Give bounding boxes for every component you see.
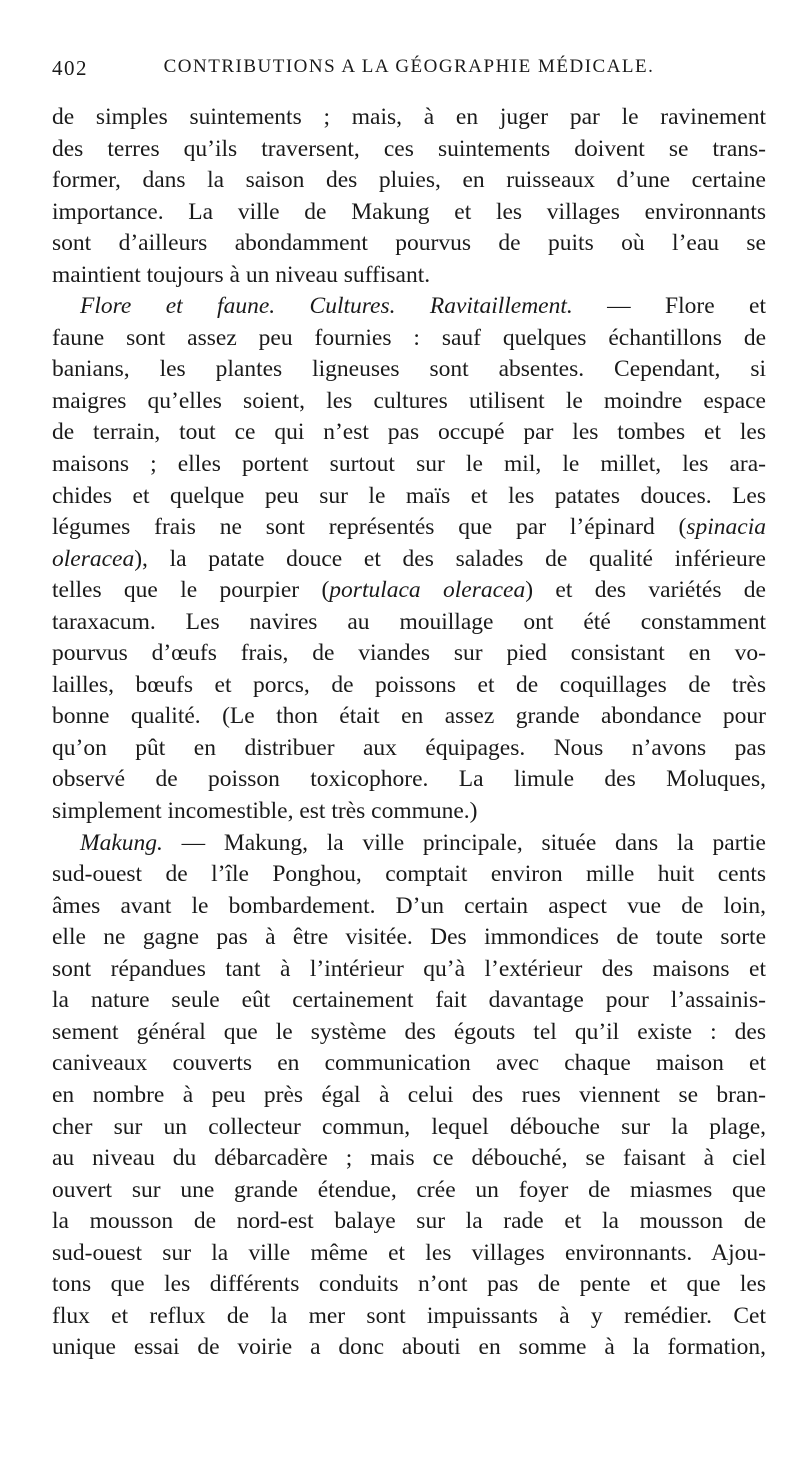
text-segment: sont d’ailleurs abondamment pourvus de puits où l’eau se: [52, 230, 766, 257]
running-title: CONTRIBUTIONS A LA GÉOGRAPHIE MÉDICALE.: [163, 56, 655, 77]
text-line: [52, 607, 766, 639]
page-number: 402: [52, 56, 88, 80]
text-line: [52, 859, 766, 891]
text-segment: lailles, bœufs et porcs, de poissons et de coquillages de très: [52, 671, 766, 698]
text-segment: flux et reflux de la mer sont impuissants à y remédier. Cet: [52, 1302, 766, 1329]
text-segment: des terres qu’ils traversent, ces suintements doivent se trans-: [52, 135, 766, 162]
text-segment: unique essai de voirie a donc abouti en somme à la formation,: [52, 1334, 766, 1361]
text-segment: pourvus d’œufs frais, de viandes sur pied consistant en vo-: [52, 640, 766, 667]
text-segment: de simples suintements ; mais, à en juger par le ravinement: [52, 104, 766, 130]
text-segment: telles que le pourpier (: [52, 577, 330, 604]
text-line: [52, 323, 766, 355]
text-line: [52, 102, 766, 134]
text-segment: former, dans la saison des pluies, en ruisseaux d’une certaine: [52, 167, 766, 194]
text-line: [52, 1269, 766, 1301]
text-line: [52, 575, 766, 607]
text-line: [52, 134, 766, 166]
running-head: [52, 56, 766, 96]
text-line: [52, 228, 766, 260]
text-line: [52, 481, 766, 513]
text-segment: la nature seule eût certainement fait davantage pour l’assainis-: [52, 987, 766, 1014]
text-segment: légumes frais ne sont représentés que par l’épinard (: [52, 514, 687, 541]
text-segment: banians, les plantes ligneuses sont absentes. Cependant, si: [52, 356, 766, 383]
text-line: [52, 1112, 766, 1144]
text-segment: faune sont assez peu fournies : sauf quelques échantillons de: [52, 324, 766, 351]
text-segment: chides et quelque peu sur le maïs et les patates douces. Les: [52, 482, 766, 509]
italic-text: Makung.: [80, 829, 163, 856]
body-text: [52, 102, 766, 1364]
text-segment: au niveau du débarcadère ; mais ce débouché, se faisant à ciel: [52, 1145, 766, 1172]
text-line: [52, 354, 766, 386]
text-line: [52, 796, 766, 828]
text-line: [52, 512, 766, 544]
text-line: [52, 1080, 766, 1112]
text-segment: de terrain, tout ce qui n’est pas occupé par les tombes et les: [52, 419, 766, 446]
text-segment: sement général que le système des égouts tel qu’il existe : des: [52, 1018, 766, 1045]
text-segment: ), la patate douce et des salades de qualité inférieure: [134, 545, 766, 572]
text-segment: maigres qu’elles soient, les cultures utilisent le moindre espace: [52, 387, 766, 414]
text-segment: la mousson de nord-est balaye sur la rade et la mousson de: [52, 1208, 766, 1235]
text-segment: maisons ; elles portent surtout sur le mil, le millet, les ara-: [52, 451, 766, 478]
text-line: [52, 701, 766, 733]
text-segment: simplement incomestible, est très commune.): [52, 798, 478, 825]
text-segment: taraxacum. Les navires au mouillage ont été constamment: [52, 608, 766, 635]
text-line: [52, 417, 766, 449]
text-line: [52, 954, 766, 986]
text-segment: elle ne gagne pas à être visitée. Des immondices de toute sorte: [52, 924, 766, 951]
text-line: [52, 1238, 766, 1270]
italic-text: oleracea: [52, 545, 135, 572]
text-segment: ouvert sur une grande étendue, crée un foyer de miasmes que: [52, 1176, 766, 1203]
text-segment: en nombre à peu près égal à celui des rues viennent se bran-: [52, 1081, 766, 1108]
text-line: [52, 764, 766, 796]
text-line: [52, 891, 766, 923]
text-line: [52, 922, 766, 954]
text-segment: observé de poisson toxicophore. La limule des Moluques,: [52, 766, 766, 793]
text-line: [52, 1048, 766, 1080]
text-line: [52, 291, 766, 323]
text-line: [52, 1301, 766, 1333]
text-line: [52, 828, 766, 860]
text-line: [52, 544, 766, 576]
text-line: [52, 1332, 766, 1364]
text-line: [52, 1017, 766, 1049]
text-line: [52, 670, 766, 702]
text-line: [52, 449, 766, 481]
text-segment: cher sur un collecteur commun, lequel débouche sur la plage,: [52, 1113, 766, 1140]
text-segment: âmes avant le bombardement. D’un certain aspect vue de loin,: [52, 892, 766, 919]
italic-text: Flore et faune. Cultures. Ravitaillement.: [80, 293, 573, 320]
text-line: [52, 165, 766, 197]
italic-text: spinacia: [686, 514, 766, 541]
text-segment: qu’on pût en distribuer aux équipages. Nous n’avons pas: [52, 734, 766, 761]
text-segment: importance. La ville de Makung et les villages environnants: [52, 198, 766, 225]
text-segment: bonne qualité. (Le thon était en assez grande abondance pour: [52, 703, 766, 730]
text-segment: sud-ouest de l’île Ponghou, comptait environ mille huit cents: [52, 861, 766, 888]
text-segment: ) et des variétés de: [525, 577, 766, 604]
text-line: [52, 197, 766, 229]
text-line: [52, 1143, 766, 1175]
text-segment: — Flore et: [572, 293, 766, 320]
text-line: [52, 260, 766, 292]
text-line: [52, 733, 766, 765]
text-segment: sont répandues tant à l’intérieur qu’à l’extérieur des maisons et: [52, 955, 766, 982]
text-line: [52, 638, 766, 670]
text-line: [52, 1175, 766, 1207]
text-segment: — Makung, la ville principale, située dans la partie: [162, 829, 766, 856]
text-line: [52, 386, 766, 418]
text-line: [52, 1206, 766, 1238]
text-segment: maintient toujours à un niveau suffisant.: [52, 261, 431, 288]
italic-text: portulaca oleracea: [329, 577, 526, 604]
text-segment: sud-ouest sur la ville même et les villages environnants. Ajou-: [52, 1239, 766, 1266]
book-page: [52, 56, 766, 1364]
text-line: [52, 985, 766, 1017]
text-segment: caniveaux couverts en communication avec chaque maison et: [52, 1050, 766, 1077]
text-segment: tons que les différents conduits n’ont pas de pente et que les: [52, 1271, 766, 1298]
